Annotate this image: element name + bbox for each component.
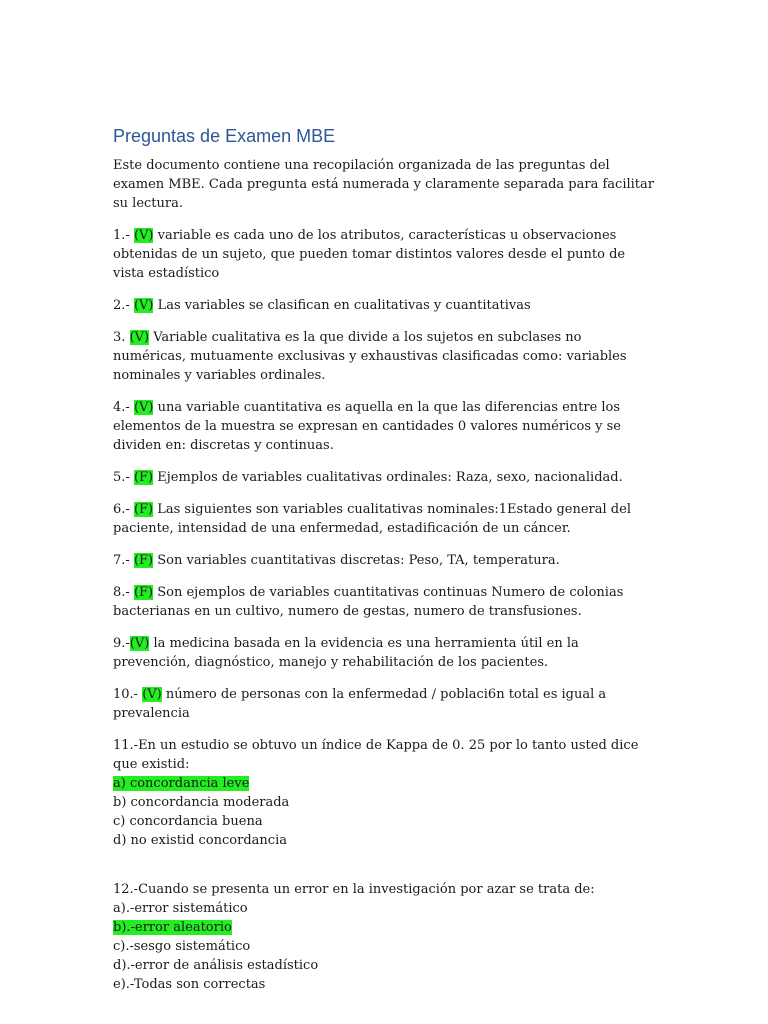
question-9 — [113, 634, 658, 672]
question-11-option-c: c) concordancia buena — [113, 814, 263, 829]
spacer — [113, 850, 658, 876]
question-5 — [113, 468, 658, 487]
question-number: 6.- — [113, 502, 134, 517]
question-number: 4.- — [113, 400, 134, 415]
question-12-option-b: b).-error aleatorio — [113, 920, 232, 935]
question-text: Ejemplos de variables cualitativas ordinales: Raza, sexo, nacionalidad. — [153, 470, 623, 485]
question-8 — [113, 583, 658, 621]
question-12 — [113, 880, 658, 994]
document-page — [113, 124, 658, 1007]
question-6 — [113, 500, 658, 538]
question-1 — [113, 226, 658, 283]
question-text: Las siguientes son variables cualitativas nominales:1Estado general del paciente, intensidad de una enfermedad, estadificación de un cáncer. — [113, 502, 631, 536]
question-11-stem: 11.-En un estudio se obtuvo un índice de Kappa de 0. 25 por lo tanto usted dice que existid: — [113, 738, 639, 772]
intro-paragraph: Este documento contiene una recopilación organizada de las preguntas del examen MBE. Cada pregunta está numerada y claramente separada para facilitar su lectura. — [113, 158, 654, 211]
answer-mark-highlight: (F) — [133, 553, 154, 568]
question-number: 2.- — [113, 298, 134, 313]
answer-mark-highlight: (F) — [133, 502, 154, 517]
question-number: 7.- — [113, 553, 134, 568]
question-7 — [113, 551, 658, 570]
answer-mark-highlight: (V) — [129, 330, 150, 345]
document-title: Preguntas de Examen MBE — [113, 126, 336, 146]
question-12-stem: 12.-Cuando se presenta un error en la investigación por azar se trata de: — [113, 882, 595, 897]
question-12-option-c: c).-sesgo sistemático — [113, 939, 251, 954]
question-11-option-a: a) concordancia leve — [113, 776, 250, 791]
question-11-option-d: d) no existid concordancia — [113, 833, 287, 848]
question-2 — [113, 296, 658, 315]
question-number: 8.- — [113, 585, 134, 600]
answer-mark-highlight: (V) — [133, 400, 154, 415]
answer-mark-highlight: (V) — [142, 687, 162, 702]
answer-mark-highlight: (V) — [129, 636, 150, 651]
question-text: Variable cualitativa es la que divide a los sujetos en subclases no numéricas, mutuamente exclusivas y exhaustivas clasificadas como: variables nominales y variables ordinales. — [113, 330, 627, 383]
question-number: 10.- — [113, 687, 143, 702]
question-12-option-e: e).-Todas son correctas — [113, 977, 266, 992]
question-11-option-b: b) concordancia moderada — [113, 795, 290, 810]
answer-mark-highlight: (F) — [133, 470, 154, 485]
question-text: la medicina basada en la evidencia es una herramienta útil en la prevención, diagnóstico, manejo y rehabilitación de los pacientes. — [113, 636, 579, 670]
question-number: 1.- — [113, 228, 134, 243]
answer-mark-highlight: (V) — [133, 298, 154, 313]
questions-list — [113, 226, 658, 723]
question-12-option-d: d).-error de análisis estadístico — [113, 958, 319, 973]
answer-mark-highlight: (F) — [133, 585, 154, 600]
question-text: Las variables se clasifican en cualitativas y cuantitativas — [153, 298, 531, 313]
question-3 — [113, 328, 658, 385]
question-number: 5.- — [113, 470, 134, 485]
question-number: 3. — [113, 330, 130, 345]
question-text: variable es cada uno de los atributos, características u observaciones obtenidas de un sujeto, que pueden tomar distintos valores desde el punto de vista estadístico — [113, 228, 626, 281]
question-text: una variable cuantitativa es aquella en la que las diferencias entre los elementos de la muestra se expresan en cantidades 0 valores numéricos y se dividen en: discretas y continuas. — [113, 400, 622, 453]
question-text: Son ejemplos de variables cuantitativas continuas Numero de colonias bacterianas en un cultivo, numero de gestas, numero de transfusiones. — [113, 585, 624, 619]
question-11-options — [113, 774, 658, 850]
question-12-option-a: a).-error sistemático — [113, 901, 248, 916]
question-4 — [113, 398, 658, 455]
question-text: Son variables cuantitativas discretas: Peso, TA, temperatura. — [153, 553, 560, 568]
question-10 — [113, 685, 658, 723]
question-number: 9.- — [113, 636, 130, 651]
answer-mark-highlight: (V) — [133, 228, 154, 243]
question-text: número de personas con la enfermedad / poblaci6n total es igual a prevalencia — [113, 687, 607, 721]
question-11 — [113, 736, 658, 850]
